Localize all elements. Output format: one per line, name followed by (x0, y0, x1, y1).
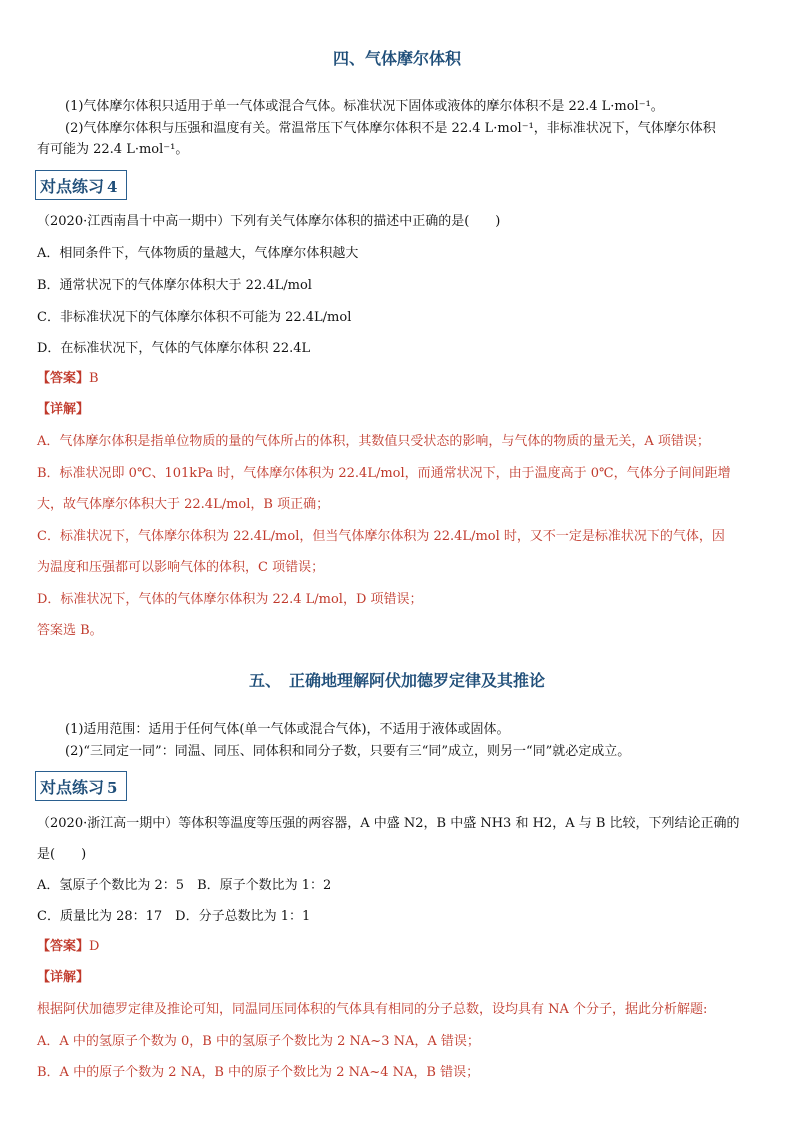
practice-4-label: 对点练习 (40, 177, 105, 196)
practice-5-detail-label: 【详解】 (37, 970, 90, 985)
practice-4-detail-4: C．标准状况下，气体摩尔体积为 22.4L/mol，但当气体摩尔体积为 22.4L/mol 时，又不一定是标准状况下的气体，因 (37, 529, 725, 544)
section-5-title: 五、 正确地理解阿伏加德罗定律及其推论 (248, 671, 545, 690)
practice-4-option-a: A．相同条件下，气体物质的量越大，气体摩尔体积越大 (37, 246, 359, 261)
answer-value: B (89, 371, 99, 386)
answer-value: D (89, 939, 100, 954)
practice-4-question: （2020·江西南昌十中高一期中）下列有关气体摩尔体积的描述中正确的是( ) (37, 214, 501, 229)
practice-5-label: 对点练习 (40, 778, 105, 797)
practice-5-detail-2: A．A 中的氢原子个数为 0，B 中的氢原子个数比为 2 NA~3 NA，A 错误； (37, 1034, 480, 1049)
practice-5-detail-3: B．A 中的原子个数为 2 NA，B 中的原子个数比为 2 NA~4 NA，B 错误； (37, 1065, 480, 1080)
practice-5-question: （2020·浙江高一期中）等体积等温度等压强的两容器，A 中盛 N2，B 中盛 NH3 和 H2，A 与 B 比较，下列结论正确的 (37, 816, 740, 831)
practice-4-number: 4 (107, 178, 118, 196)
practice-5-question-cont: 是( ) (37, 847, 87, 862)
section-5-note-2: (2)“三同定一同”：同温、同压、同体积和同分子数，只要有三“同”成立，则另一“同”就必定成立。 (65, 744, 631, 759)
practice-5-badge (35, 771, 127, 801)
practice-5-options-ab: A．氢原子个数比为 2：5 B．原子个数比为 1：2 (37, 878, 332, 893)
practice-5-options-cd: C．质量比为 28：17 D．分子总数比为 1：1 (37, 909, 311, 924)
practice-4-answer (37, 370, 99, 388)
practice-4-detail-7: 答案选 B。 (37, 623, 103, 638)
section-4-note-2-cont: 有可能为 22.4 L·mol⁻¹。 (37, 142, 189, 157)
section-4-title: 四、气体摩尔体积 (332, 49, 461, 68)
practice-4-option-c: C．非标准状况下的气体摩尔体积不可能为 22.4L/mol (37, 310, 352, 325)
practice-4-detail-2: B．标准状况即 0℃、101kPa 时，气体摩尔体积为 22.4L/mol，而通常状况下，由于温度高于 0℃，气体分子间间距增 (37, 466, 731, 481)
practice-4-option-d: D．在标准状况下，气体的气体摩尔体积 22.4L (37, 341, 311, 356)
practice-4-option-b: B．通常状况下的气体摩尔体积大于 22.4L/mol (37, 278, 312, 293)
answer-label: 【答案】 (37, 939, 90, 954)
practice-5-answer (37, 938, 99, 956)
practice-5-number: 5 (107, 779, 118, 797)
section-4-note-2: (2)气体摩尔体积与压强和温度有关。常温常压下气体摩尔体积不是 22.4 L·mol⁻¹，非标准状况下，气体摩尔体积 (65, 121, 716, 136)
practice-5-detail-1: 根据阿伏加德罗定律及推论可知，同温同压同体积的气体具有相同的分子总数，设均具有 NA 个分子，据此分析解题: (37, 1002, 708, 1017)
practice-4-detail-1: A．气体摩尔体积是指单位物质的量的气体所占的体积，其数值只受状态的影响，与气体的物质的量无关，A 项错误； (37, 434, 710, 449)
practice-4-detail-label: 【详解】 (37, 402, 90, 417)
practice-4-detail-3: 大，故气体摩尔体积大于 22.4L/mol，B 项正确； (37, 497, 330, 512)
practice-4-detail-6: D．标准状况下，气体的气体摩尔体积为 22.4 L/mol，D 项错误； (37, 592, 423, 607)
section-4-note-1: (1)气体摩尔体积只适用于单一气体或混合气体。标准状况下固体或液体的摩尔体积不是 22.4 L·mol⁻¹。 (65, 99, 664, 114)
section-5-note-1: (1)适用范围：适用于任何气体(单一气体或混合气体)，不适用于液体或固体。 (65, 722, 510, 737)
answer-label: 【答案】 (37, 371, 90, 386)
practice-4-detail-5: 为温度和压强都可以影响气体的体积，C 项错误； (37, 560, 325, 575)
practice-4-badge (35, 170, 127, 200)
